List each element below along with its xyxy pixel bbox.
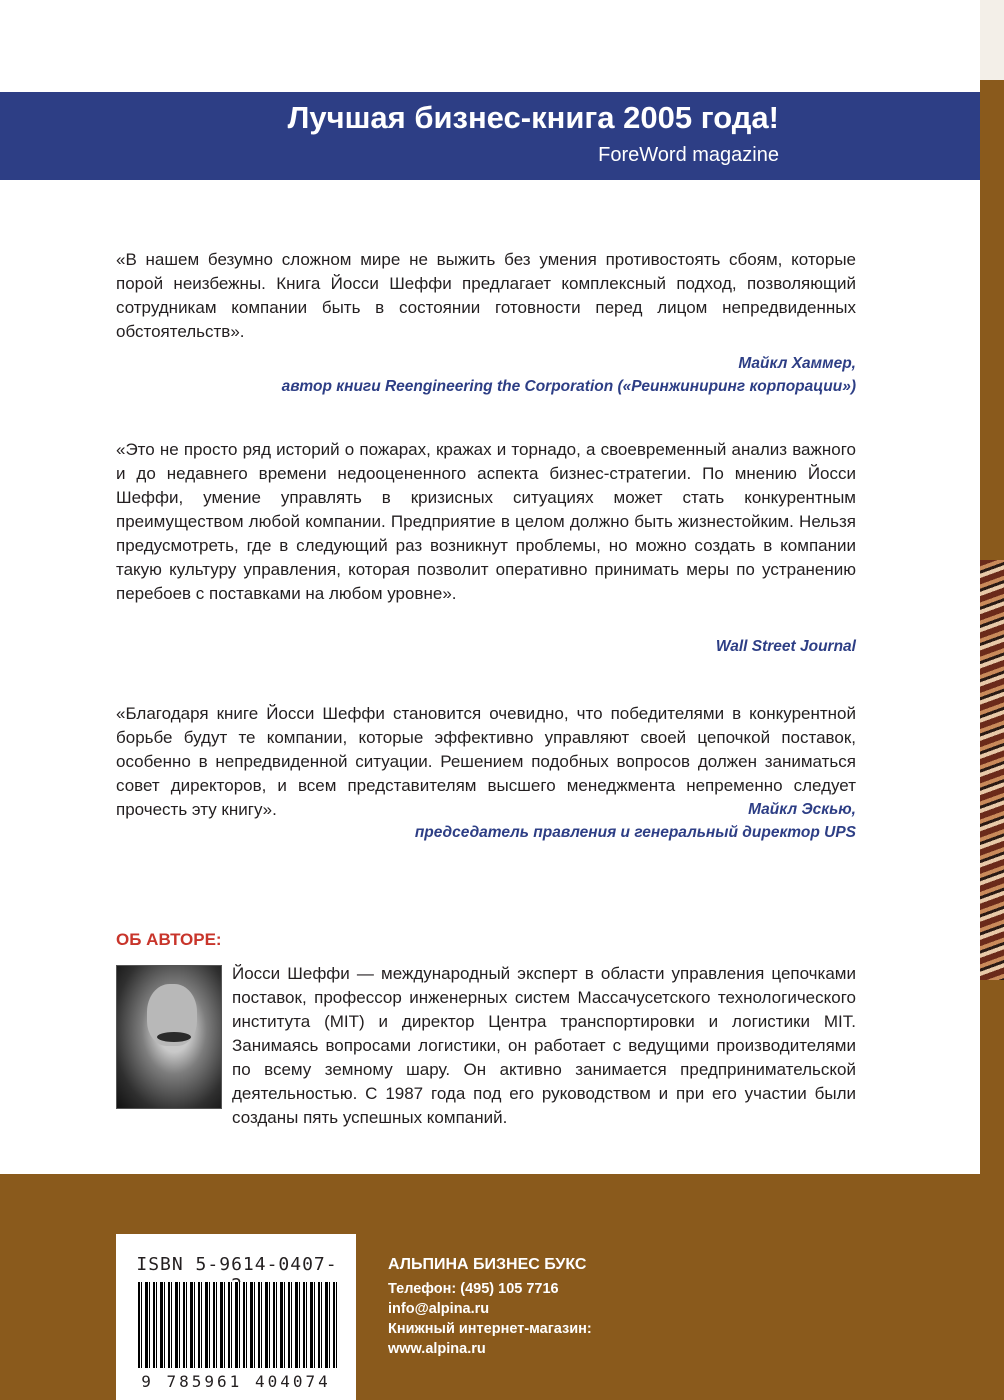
barcode-panel xyxy=(116,1234,356,1400)
quote-hammer: «В нашем безумно сложном мире не выжить без умения противостоять сбоям, которые порой неизбежны. Книга Йосси Шеффи предлагает комплексный подход, позволяющий сотрудникам компании быть в состоянии готовности перед лицом непредвиденных обстоятельств». xyxy=(116,250,856,341)
quote-eskew-attribution xyxy=(415,798,856,844)
author-photo xyxy=(116,965,222,1109)
publisher-website[interactable]: www.alpina.ru xyxy=(388,1341,486,1357)
ean-number: 9 785961 404074 xyxy=(141,1372,331,1391)
about-author-text: Йосси Шеффи — международный эксперт в области управления цепочками поставок, профессор инженерных систем Массачусетского технологического института (MIT) и директор Центра транспортировки и логистики MIT. Занимаясь вопросами логистики, он работает с ведущими производителями по всему земному шару. Он активно занимается предпринимательской деятельностью. С 1987 года под его руководством и при его участии были созданы пять успешных компаний. xyxy=(232,964,856,1127)
quote-wsj: «Это не просто ряд историй о пожарах, кражах и торнадо, а своевременный анализ важного и до недавнего времени недооцененного аспекта бизнес-стратегии. По мнению Йосси Шеффи, умение управлять в кризисных ситуациях может стать конкурентным преимуществом любой компании. Предприятие в целом должно быть жизнестойким. Нельзя предусмотреть, где в следующий раз возникнут проблемы, но можно создать в компании такую культуру управления, которая позволит оперативно принимать меры по устранению перебоев с поставками на любом уровне». xyxy=(116,440,856,603)
quote-author-role: автор книги Reengineering the Corporation («Реинжиниринг корпорации») xyxy=(281,378,856,395)
spine-artwork xyxy=(980,560,1004,980)
publisher-info xyxy=(388,1255,592,1359)
publisher-name: АЛЬПИНА БИЗНЕС БУКС xyxy=(388,1256,587,1273)
quote-eskew: «Благодаря книге Йосси Шеффи становится очевидно, что победителями в конкурентной борьбе будут те компании, которые эффективно управляют своей цепочкой поставок, особенно в непредвиденной ситуации. Решением подобных вопросов должен заниматься совет директоров, и всем представителям высшего менеджмента непременно следует прочесть эту книгу». xyxy=(116,704,856,819)
publisher-shop-label: Книжный интернет-магазин: xyxy=(388,1321,592,1337)
publisher-phone: Телефон: (495) 105 7716 xyxy=(388,1281,559,1297)
award-title: Лучшая бизнес-книга 2005 года! xyxy=(287,100,779,135)
award-source: ForeWord magazine xyxy=(598,144,779,166)
barcode-bars xyxy=(138,1282,338,1368)
about-author-heading: ОБ АВТОРЕ: xyxy=(116,930,222,949)
quote-author-role: председатель правления и генеральный директор UPS xyxy=(414,824,856,841)
quote-author: Майкл Эскью, xyxy=(748,801,856,818)
publisher-email[interactable]: info@alpina.ru xyxy=(388,1301,490,1317)
quote-author: Майкл Хаммер, xyxy=(738,355,856,372)
isbn-label: ISBN 5-9614-0407- xyxy=(136,1254,338,1275)
quote-wsj-attribution xyxy=(716,635,856,658)
spine-top-strip xyxy=(980,0,1004,80)
author-mustache-shape xyxy=(157,1032,191,1042)
quote-author: Wall Street Journal xyxy=(715,638,856,655)
quote-hammer-attribution xyxy=(282,352,856,398)
